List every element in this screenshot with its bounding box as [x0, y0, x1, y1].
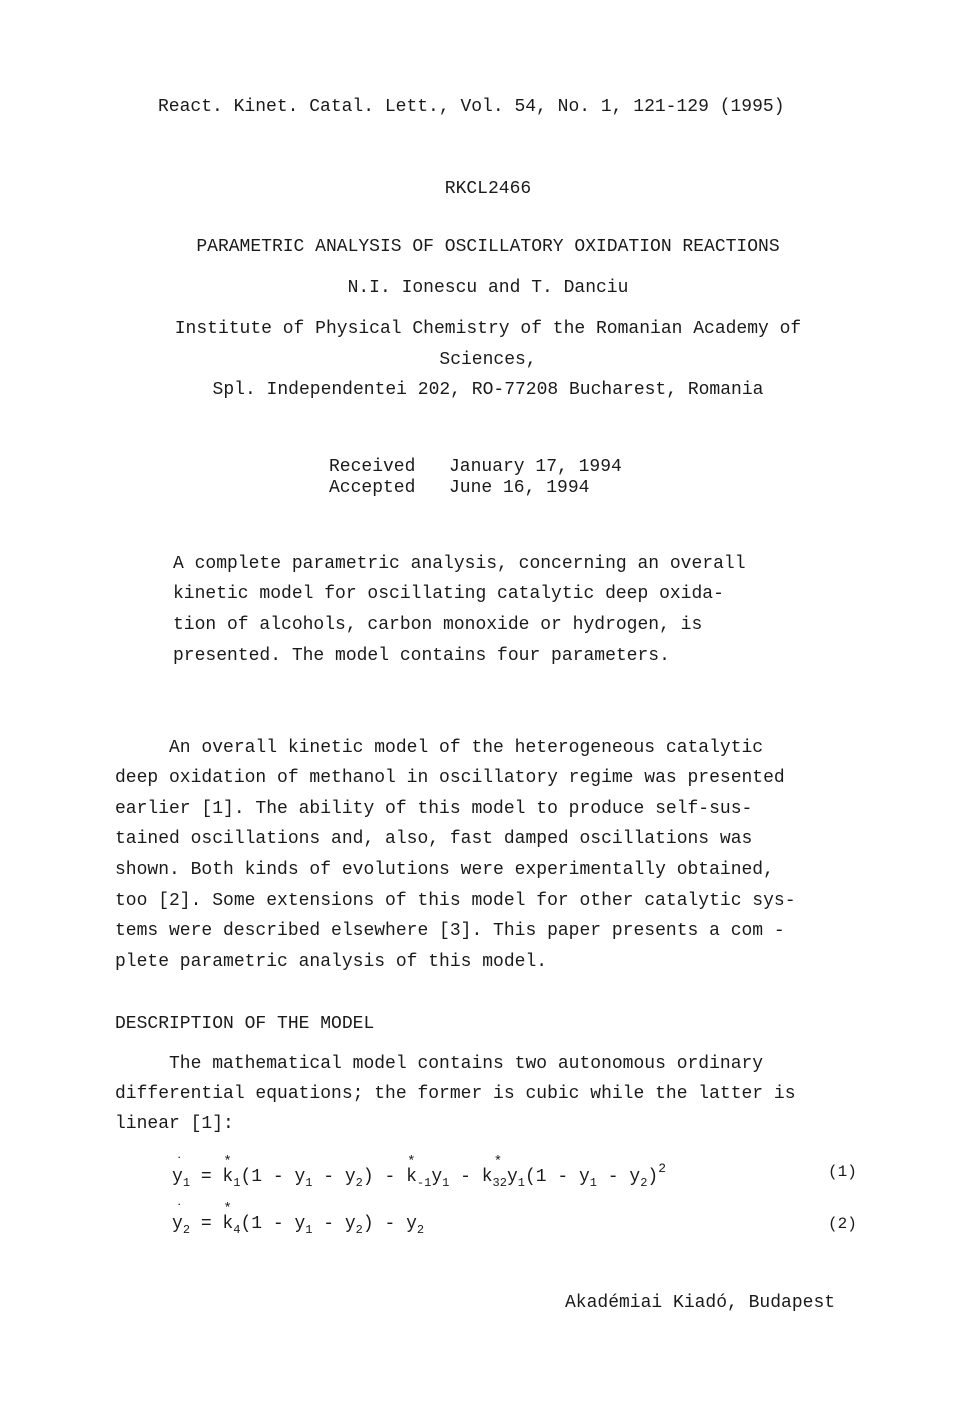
paper-title: PARAMETRIC ANALYSIS OF OSCILLATORY OXIDATION REACTIONS	[196, 237, 780, 257]
affiliation-line-2: Sciences,	[439, 350, 537, 370]
model-line: differential equations; the former is cubic while the latter is	[115, 1084, 796, 1104]
intro-line: earlier [1]. The ability of this model to produce self-sus-	[115, 799, 753, 819]
article-code: RKCL2466	[444, 179, 532, 199]
affiliation-line-3: Spl. Independentei 202, RO-77208 Bucharest, Romania	[212, 380, 764, 400]
intro-line: An overall kinetic model of the heterogeneous catalytic	[115, 738, 764, 758]
abstract-line: A complete parametric analysis, concerning an overall	[173, 554, 746, 574]
abstract-line: presented. The model contains four parameters.	[173, 646, 670, 666]
y2-dot: y ˙	[172, 1203, 184, 1234]
model-line: linear [1]:	[115, 1114, 234, 1134]
intro-line: deep oxidation of methanol in oscillatory regime was presented	[115, 768, 785, 788]
model-line: The mathematical model contains two autonomous ordinary	[115, 1054, 764, 1074]
abstract-line: tion of alcohols, carbon monoxide or hydrogen, is	[173, 615, 703, 635]
authors: N.I. Ionescu and T. Danciu	[347, 278, 629, 298]
equation-1-number: (1)	[828, 1163, 857, 1181]
journal-citation: React. Kinet. Catal. Lett., Vol. 54, No. 1, 121-129 (1995)	[158, 97, 785, 117]
accepted-date: June 16, 1994	[449, 478, 590, 498]
section-heading: DESCRIPTION OF THE MODEL	[115, 1014, 375, 1034]
publisher-footer: Akadémiai Kiadó, Budapest	[565, 1293, 836, 1313]
intro-line: shown. Both kinds of evolutions were experimentally obtained,	[115, 860, 774, 880]
equation-2-number: (2)	[828, 1215, 857, 1233]
equation-1: y ˙ $_1$ = k * $_1(1 - y_1 - y_2)$ - k * $_{-1}y_1$ - k * $_{32}y_1(1 - y_1 - y_2)^2$	[172, 1154, 667, 1190]
abstract-line: kinetic model for oscillating catalytic deep oxida-	[173, 584, 724, 604]
equation-2: y ˙ $_2$ = k * $_4(1 - y_1 - y_2) - y_2$	[172, 1201, 425, 1237]
accepted-label: Accepted	[329, 478, 416, 498]
y1-dot: y ˙	[172, 1156, 184, 1187]
intro-line: tems were described elsewhere [3]. This paper presents a com -	[115, 921, 785, 941]
intro-line: tained oscillations and, also, fast damped oscillations was	[115, 829, 753, 849]
received-date: January 17, 1994	[449, 457, 622, 477]
intro-line: too [2]. Some extensions of this model for other catalytic sys-	[115, 891, 796, 911]
received-label: Received	[329, 457, 416, 477]
affiliation-line-1: Institute of Physical Chemistry of the Romanian Academy of	[174, 319, 802, 339]
intro-line: plete parametric analysis of this model.	[115, 952, 548, 972]
